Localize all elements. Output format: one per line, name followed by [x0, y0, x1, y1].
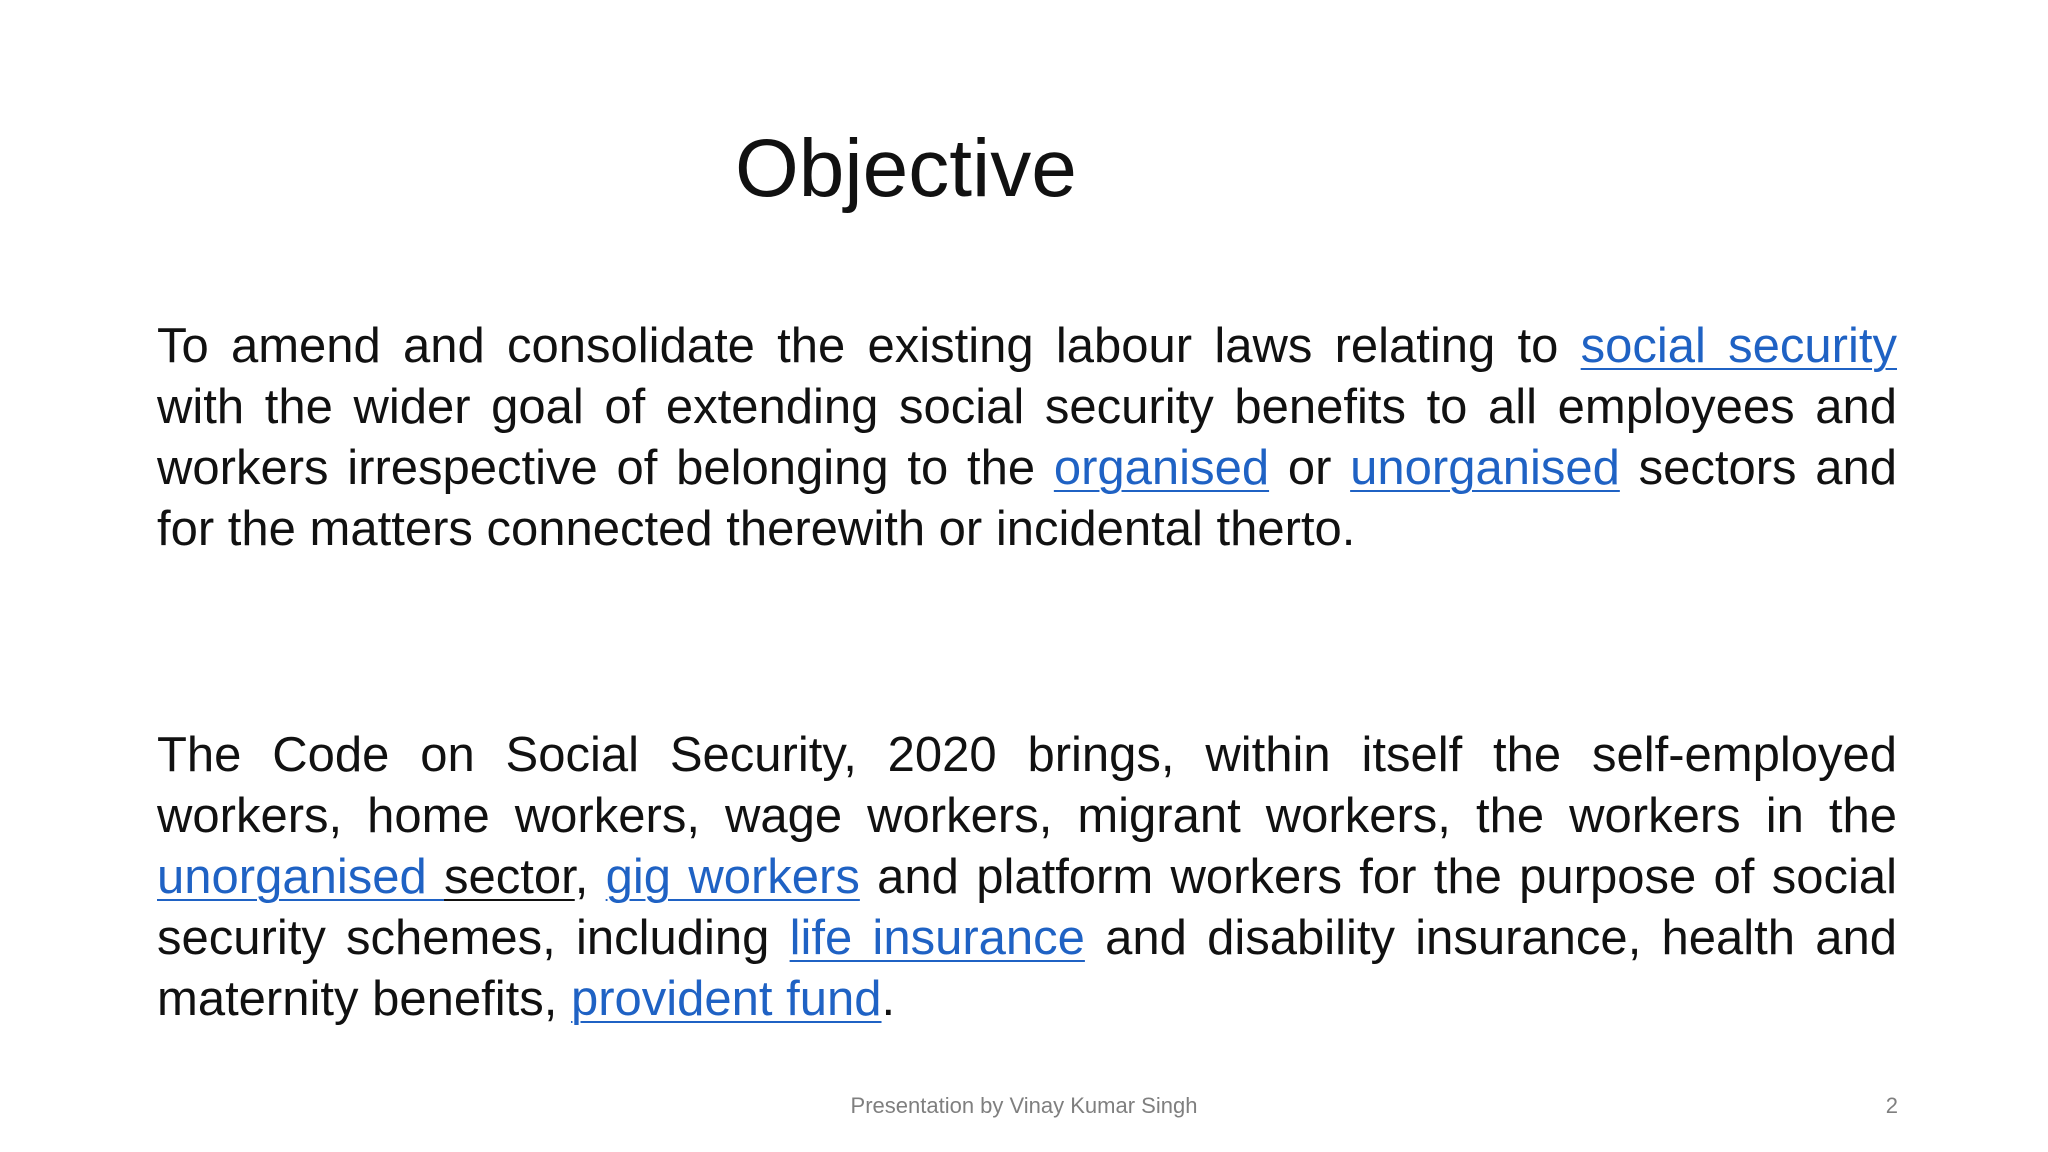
provident-fund-link[interactable]: provident fund [570, 972, 882, 1026]
unorganised-sector-link[interactable]: unorganised [157, 850, 445, 904]
sector-text: sector [444, 850, 575, 904]
paragraph-text: and platform workers for the purpose of social security schemes, including [157, 850, 1897, 965]
unorganised-link[interactable]: unorganised [1350, 441, 1620, 495]
code-paragraph [157, 725, 1897, 1030]
objective-paragraph [157, 316, 1897, 560]
paragraph-text: or [1269, 441, 1351, 495]
life-insurance-link[interactable]: life insurance [789, 911, 1085, 965]
paragraph-text: and disability insurance, health and maternity benefits, [157, 911, 1897, 1026]
paragraph-text: To amend and consolidate the existing labour laws relating to [157, 319, 1581, 373]
paragraph-text: , [574, 850, 606, 904]
paragraph-text: . [881, 972, 896, 1026]
slide-title: Objective [735, 123, 1077, 214]
gig-workers-link[interactable]: gig workers [605, 850, 860, 904]
footer-presenter: Presentation by Vinay Kumar Singh [850, 1093, 1198, 1118]
organised-link[interactable]: organised [1053, 441, 1270, 495]
paragraph-text: The Code on Social Security, 2020 brings, within itself the self-employed workers, home workers, wage workers, migrant workers, the workers in the [157, 728, 1897, 843]
slide-number: 2 [1885, 1093, 1898, 1118]
social-security-link[interactable]: social security [1580, 319, 1897, 373]
paragraph-text: sectors and for the matters connected therewith or incidental therto. [157, 441, 1898, 556]
paragraph-text: with the wider goal of extending social security benefits to all employees and workers irrespective of belonging to the [157, 380, 1897, 495]
